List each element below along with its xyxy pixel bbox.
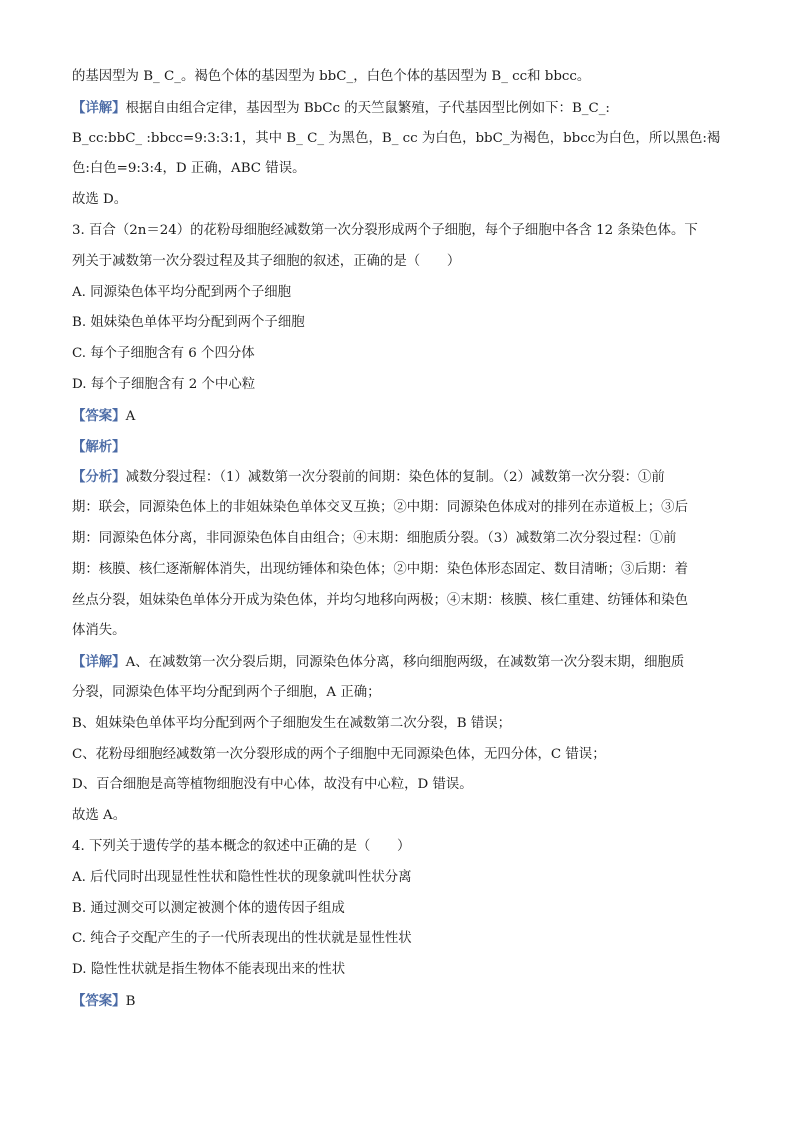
analysis-heading bbox=[72, 432, 722, 463]
detail-line-1: 【详解】A、在减数第一次分裂后期，同源染色体分离，移向细胞两级，在减数第一次分裂末期，细胞质 bbox=[72, 654, 685, 671]
answer-tag: 【答案】 bbox=[72, 992, 126, 1009]
question-3-stem: 3. 百合（2n＝24）的花粉母细胞经减数第一次分裂形成两个子细胞，每个子细胞中各含 12 条染色体。下 bbox=[72, 222, 698, 238]
question-3-option-c: C. 每个子细胞含有 6 个四分体 bbox=[72, 346, 255, 362]
analysis-line-6: 体消失。 bbox=[72, 623, 126, 639]
detail-tag: 【详解】 bbox=[72, 99, 126, 116]
detail-line-3: B、姐妹染色单体平均分配到两个子细胞发生在减数第二次分裂，B 错误； bbox=[72, 715, 512, 731]
question-4-option-d: D. 隐性性状就是指生物体不能表现出来的性状 bbox=[72, 962, 346, 978]
question-3-option-b: B. 姐妹染色单体平均分配到两个子细胞 bbox=[72, 315, 305, 331]
question-4-option-c: C. 纯合子交配产生的子一代所表现出的性状就是显性性状 bbox=[72, 931, 412, 947]
question-3-option-d: D. 每个子细胞含有 2 个中心粒 bbox=[72, 376, 256, 392]
analysis-line-1: 【分析】减数分裂过程：（1）减数第一次分裂前的间期：染色体的复制。（2）减数第一次分裂：①前 bbox=[72, 469, 665, 486]
text-line-4: 色:白色=9:3:4，D 正确，ABC 错误。 bbox=[72, 161, 306, 177]
conclusion-line: 故选 A。 bbox=[72, 808, 127, 824]
question-4-stem: 4. 下列关于遗传学的基本概念的叙述中正确的是（ ） bbox=[72, 838, 411, 854]
answer-line-2: 【答案】B bbox=[72, 992, 136, 1009]
text-line-3: B_cc:bbC_ :bbcc=9:3:3:1，其中 B_ C_ 为黑色，B_ cc 为白色，bbC_为褐色，bbcc为白色，所以黑色:褐 bbox=[72, 130, 721, 146]
text-line-2: 【详解】根据自由组合定律，基因型为 BbCc 的天竺鼠繁殖，子代基因型比例如下：B_C_: bbox=[72, 99, 610, 116]
detail-tag: 【详解】 bbox=[72, 654, 126, 671]
text-line-5: 故选 D。 bbox=[72, 192, 128, 208]
analysis-line-4: 期：核膜、核仁逐渐解体消失，出现纺锤体和染色体；②中期：染色体形态固定、数目清晰；③后期：着 bbox=[72, 561, 688, 577]
text-line-1: 的基因型为 B_ C_。褐色个体的基因型为 bbC_，白色个体的基因型为 B_ cc和 bbcc。 bbox=[72, 69, 591, 84]
answer-tag: 【答案】 bbox=[72, 407, 126, 424]
detail-line-5: D、百合细胞是高等植物细胞没有中心体，故没有中心粒，D 错误。 bbox=[72, 777, 473, 793]
detail-line-4: C、花粉母细胞经减数第一次分裂形成的两个子细胞中无同源染色体，无四分体，C 错误； bbox=[72, 746, 606, 762]
detail-line-2: 分裂，同源染色体平均分配到两个子细胞，A 正确； bbox=[72, 684, 381, 700]
answer-line: 【答案】A bbox=[72, 407, 136, 424]
analysis-line-5: 丝点分裂，姐妹染色单体分开成为染色体，并均匀地移向两极；④末期：核膜、核仁重建、纺锤体和染色 bbox=[72, 592, 688, 608]
question-3-stem-cont: 列关于减数第一次分裂过程及其子细胞的叙述，正确的是（ ） bbox=[72, 253, 461, 269]
analysis-tag: 【解析】 bbox=[72, 438, 126, 455]
analysis-line-2: 期：联会，同源染色体上的非姐妹染色单体交叉互换；②中期：同源染色体成对的排列在赤道板上；③后 bbox=[72, 500, 688, 516]
question-4-option-a: A. 后代同时出现显性性状和隐性性状的现象就叫性状分离 bbox=[72, 869, 412, 885]
question-3-option-a: A. 同源染色体平均分配到两个子细胞 bbox=[72, 284, 292, 300]
question-4-option-b: B. 通过测交可以测定被测个体的遗传因子组成 bbox=[72, 900, 345, 916]
analysis-line-3: 期：同源染色体分离，非同源染色体自由组合；④末期：细胞质分裂。（3）减数第二次分裂过程：①前 bbox=[72, 530, 677, 546]
analysis-sub-tag: 【分析】 bbox=[72, 469, 126, 486]
document-page bbox=[72, 62, 722, 1017]
